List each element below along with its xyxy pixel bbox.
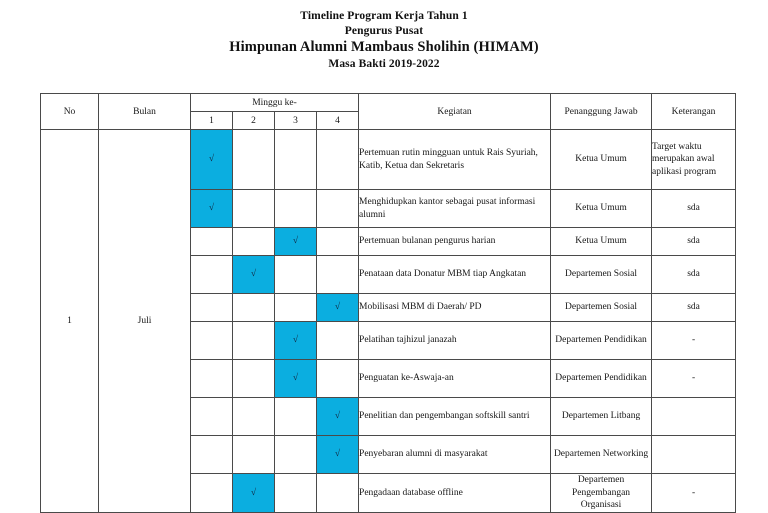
- week-cell-3[interactable]: [275, 436, 317, 474]
- check-icon: √: [208, 203, 215, 214]
- cell-keterangan: -: [652, 360, 736, 398]
- header-week-3: 3: [275, 112, 317, 130]
- header-week-1: 1: [191, 112, 233, 130]
- cell-penanggung-jawab: Departemen Pendidikan: [551, 322, 652, 360]
- cell-kegiatan: Pertemuan rutin mingguan untuk Rais Syuriah, Katib, Ketua dan Sekretaris: [359, 130, 551, 190]
- cell-keterangan: -: [652, 474, 736, 513]
- table-header: [41, 94, 736, 130]
- check-icon: √: [250, 487, 257, 498]
- week-cell-4[interactable]: [317, 474, 359, 513]
- cell-keterangan: -: [652, 322, 736, 360]
- timeline-table: [40, 93, 736, 513]
- title-line-4: Masa Bakti 2019-2022: [328, 57, 440, 70]
- week-cell-1[interactable]: [191, 256, 233, 294]
- header-kegiatan: Kegiatan: [359, 94, 551, 130]
- title-line-1: Timeline Program Kerja Tahun 1: [300, 10, 468, 22]
- check-icon: √: [292, 335, 299, 346]
- cell-keterangan: sda: [652, 190, 736, 228]
- week-cell-2[interactable]: [233, 190, 275, 228]
- check-icon: √: [334, 449, 341, 460]
- title-line-3: Himpunan Alumni Mambaus Sholihin (HIMAM): [229, 39, 539, 56]
- week-cell-1[interactable]: [191, 322, 233, 360]
- cell-keterangan: sda: [652, 228, 736, 256]
- week-cell-4[interactable]: [317, 294, 359, 322]
- cell-keterangan: [652, 398, 736, 436]
- cell-penanggung-jawab: Departemen Pengembangan Organisasi: [551, 474, 652, 513]
- cell-kegiatan: Pelatihan tajhizul janazah: [359, 322, 551, 360]
- week-cell-3[interactable]: [275, 190, 317, 228]
- check-icon: √: [250, 269, 257, 280]
- cell-no: 1: [41, 130, 99, 513]
- week-cell-4[interactable]: [317, 130, 359, 190]
- cell-kegiatan: Pengadaan database offline: [359, 474, 551, 513]
- title-line-2: Pengurus Pusat: [344, 24, 424, 37]
- week-cell-4[interactable]: [317, 322, 359, 360]
- week-cell-1[interactable]: [191, 360, 233, 398]
- week-cell-2[interactable]: [233, 322, 275, 360]
- week-cell-3[interactable]: [275, 130, 317, 190]
- check-icon: √: [334, 302, 341, 313]
- cell-kegiatan: Penyebaran alumni di masyarakat: [359, 436, 551, 474]
- header-minggu-group: Minggu ke-: [191, 94, 359, 112]
- check-icon: √: [292, 373, 299, 384]
- week-cell-2[interactable]: [233, 436, 275, 474]
- cell-kegiatan: Pertemuan bulanan pengurus harian: [359, 228, 551, 256]
- week-cell-2[interactable]: [233, 130, 275, 190]
- cell-penanggung-jawab: Departemen Networking: [551, 436, 652, 474]
- week-cell-3[interactable]: [275, 474, 317, 513]
- cell-penanggung-jawab: Departemen Sosial: [551, 256, 652, 294]
- header-bulan: Bulan: [99, 94, 191, 130]
- check-icon: √: [334, 411, 341, 422]
- cell-penanggung-jawab: Departemen Pendidikan: [551, 360, 652, 398]
- week-cell-3[interactable]: [275, 228, 317, 256]
- week-cell-2[interactable]: [233, 228, 275, 256]
- header-week-4: 4: [317, 112, 359, 130]
- week-cell-2[interactable]: [233, 398, 275, 436]
- header-no: No: [41, 94, 99, 130]
- week-cell-3[interactable]: [275, 294, 317, 322]
- week-cell-4[interactable]: [317, 190, 359, 228]
- week-cell-1[interactable]: [191, 130, 233, 190]
- header-keterangan: Keterangan: [652, 94, 736, 130]
- table-row: [41, 130, 736, 190]
- cell-penanggung-jawab: Ketua Umum: [551, 190, 652, 228]
- cell-keterangan: sda: [652, 294, 736, 322]
- week-cell-1[interactable]: [191, 474, 233, 513]
- cell-penanggung-jawab: Ketua Umum: [551, 228, 652, 256]
- week-cell-4[interactable]: [317, 398, 359, 436]
- week-cell-2[interactable]: [233, 256, 275, 294]
- week-cell-2[interactable]: [233, 474, 275, 513]
- header-week-2: 2: [233, 112, 275, 130]
- cell-keterangan: [652, 436, 736, 474]
- cell-kegiatan: Menghidupkan kantor sebagai pusat informasi alumni: [359, 190, 551, 228]
- week-cell-4[interactable]: [317, 436, 359, 474]
- cell-kegiatan: Penguatan ke-Aswaja-an: [359, 360, 551, 398]
- week-cell-4[interactable]: [317, 256, 359, 294]
- cell-kegiatan: Penelitian dan pengembangan softskill santri: [359, 398, 551, 436]
- week-cell-3[interactable]: [275, 360, 317, 398]
- week-cell-3[interactable]: [275, 322, 317, 360]
- cell-kegiatan: Penataan data Donatur MBM tiap Angkatan: [359, 256, 551, 294]
- table-body: [41, 130, 736, 513]
- week-cell-1[interactable]: [191, 294, 233, 322]
- timeline-table-wrap: [40, 93, 717, 513]
- cell-kegiatan: Mobilisasi MBM di Daerah/ PD: [359, 294, 551, 322]
- cell-keterangan: sda: [652, 256, 736, 294]
- week-cell-1[interactable]: [191, 228, 233, 256]
- week-cell-4[interactable]: [317, 360, 359, 398]
- week-cell-2[interactable]: [233, 360, 275, 398]
- week-cell-4[interactable]: [317, 228, 359, 256]
- cell-penanggung-jawab: Ketua Umum: [551, 130, 652, 190]
- week-cell-1[interactable]: [191, 190, 233, 228]
- cell-bulan: Juli: [99, 130, 191, 513]
- week-cell-1[interactable]: [191, 436, 233, 474]
- week-cell-3[interactable]: [275, 256, 317, 294]
- check-icon: √: [208, 154, 215, 165]
- week-cell-1[interactable]: [191, 398, 233, 436]
- cell-penanggung-jawab: Departemen Sosial: [551, 294, 652, 322]
- week-cell-2[interactable]: [233, 294, 275, 322]
- table-header-row-1: [41, 94, 736, 112]
- cell-penanggung-jawab: Departemen Litbang: [551, 398, 652, 436]
- week-cell-3[interactable]: [275, 398, 317, 436]
- cell-keterangan: Target waktu merupakan awal aplikasi program: [652, 130, 736, 190]
- check-icon: √: [292, 236, 299, 247]
- document-title-block: [0, 0, 768, 72]
- header-penanggung-jawab: Penanggung Jawab: [551, 94, 652, 130]
